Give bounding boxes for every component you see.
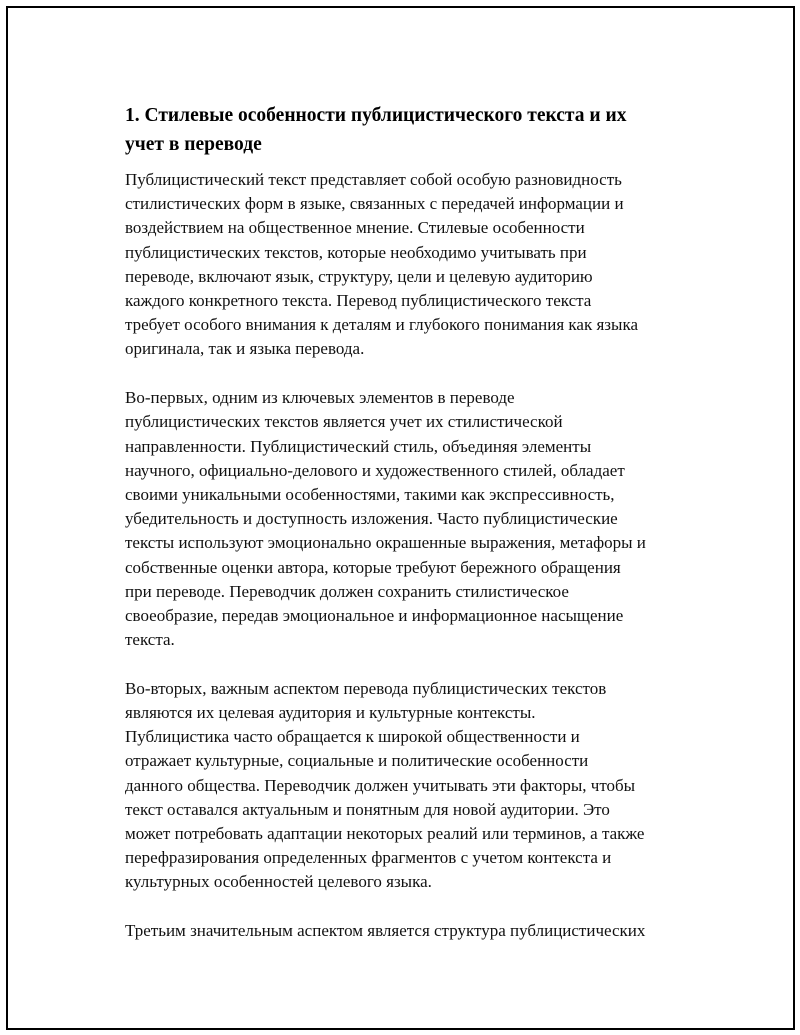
text-line: требует особого внимания к деталям и глубокого понимания как языка — [125, 315, 638, 335]
text-line: публицистических текстов является учет их стилистической — [125, 412, 563, 432]
paragraph-intro — [125, 168, 700, 362]
paragraph-first-point — [125, 386, 700, 652]
text-line: каждого конкретного текста. Перевод публицистического текста — [125, 291, 592, 311]
text-line: тексты используют эмоционально окрашенные выражения, метафоры и — [125, 533, 646, 553]
text-line: воздействием на общественное мнение. Стилевые особенности — [125, 218, 585, 238]
text-line: Публицистический текст представляет собой особую разновидность — [125, 170, 622, 189]
text-line: собственные оценки автора, которые требуют бережного обращения — [125, 557, 621, 577]
text-line: отражает культурные, социальные и политические особенности — [125, 751, 589, 771]
text-line: оригинала, так и языка перевода. — [125, 339, 365, 359]
text-line: убедительность и доступность изложения. Часто публицистические — [125, 509, 618, 529]
text-line: может потребовать адаптации некоторых реалий или терминов, а также — [125, 824, 645, 844]
text-line: культурных особенностей целевого языка. — [125, 872, 432, 892]
document-body — [125, 101, 700, 943]
text-line: своеобразие, передав эмоциональное и информационное насыщение — [125, 605, 624, 625]
text-line: Во-вторых, важным аспектом перевода публицистических текстов — [125, 678, 607, 698]
text-line: Третьим значительным аспектом является структура публицистических — [125, 921, 646, 941]
text-line: текста. — [125, 630, 175, 650]
paragraph-third-point — [125, 919, 700, 943]
text-line: стилистических форм в языке, связанных с передачей информации и — [125, 194, 624, 214]
text-line: при переводе. Переводчик должен сохранить стилистическое — [125, 581, 569, 601]
text-line: являются их целевая аудитория и культурные контексты. — [125, 703, 536, 723]
text-line: перефразирования определенных фрагментов с учетом контекста и — [125, 848, 612, 868]
text-line: Публицистика часто обращается к широкой общественности и — [125, 727, 580, 747]
paragraph-second-point — [125, 677, 700, 895]
text-line: направленности. Публицистический стиль, объединяя элементы — [125, 436, 592, 456]
text-line: публицистических текстов, которые необходимо учитывать при — [125, 242, 587, 262]
section-heading — [125, 101, 700, 159]
text-line: научного, официально-делового и художественного стилей, обладает — [125, 460, 625, 480]
text-line: своими уникальными особенностями, такими как экспрессивность, — [125, 484, 615, 504]
text-line: данного общества. Переводчик должен учитывать эти факторы, чтобы — [125, 775, 636, 795]
heading-line: 1. Стилевые особенности публицистического текста и их — [125, 105, 627, 126]
text-line: переводе, включают язык, структуру, цели и целевую аудиторию — [125, 266, 593, 286]
text-line: текст оставался актуальным и понятным для новой аудитории. Это — [125, 799, 610, 819]
heading-line: учет в переводе — [125, 134, 262, 155]
text-line: Во-первых, одним из ключевых элементов в переводе — [125, 388, 515, 408]
page-frame — [6, 6, 795, 1030]
